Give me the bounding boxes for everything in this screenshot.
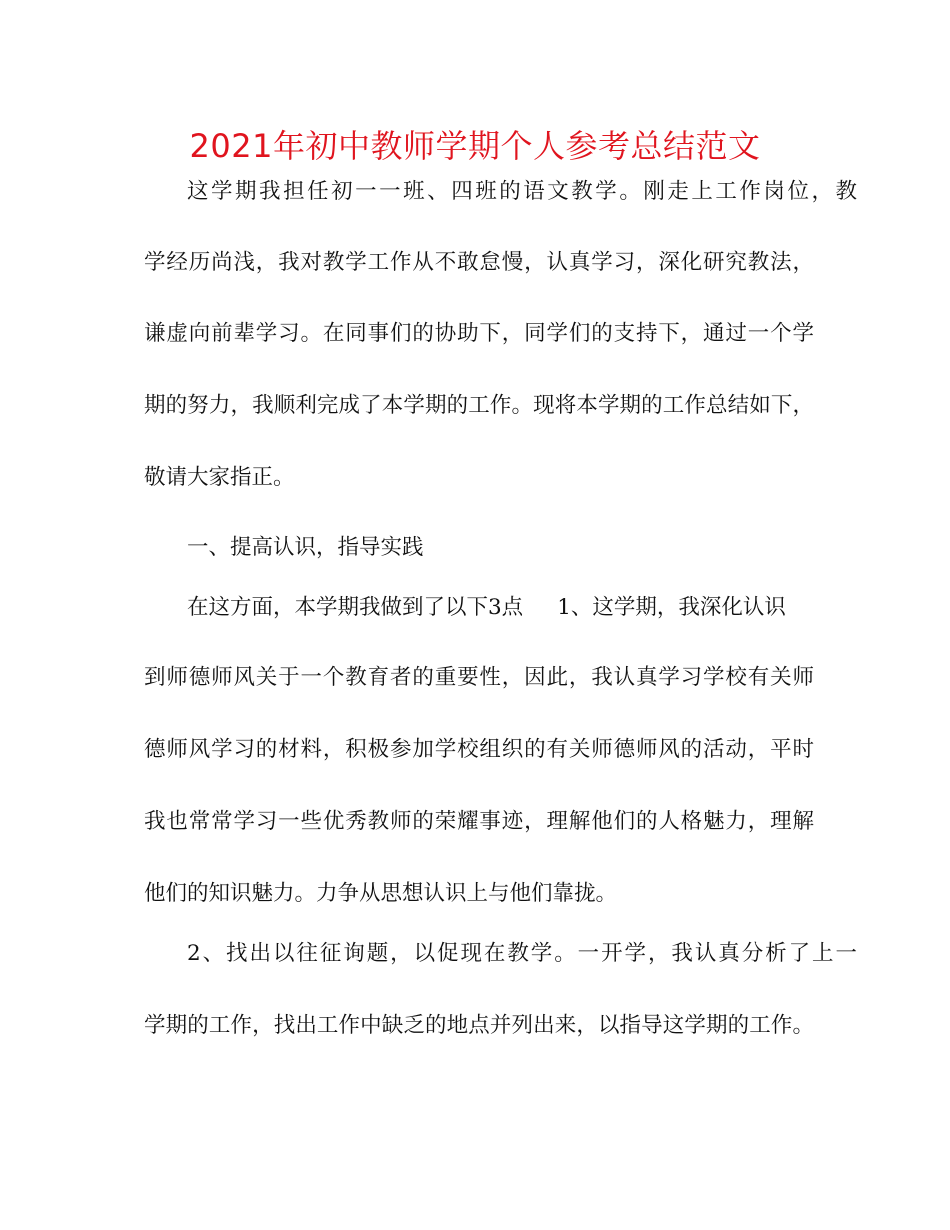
paragraph-line-3: 谦虚向前辈学习。在同事们的协助下，同学们的支持下，通过一个学 [144,321,814,346]
section-heading-1: 一、提高认识，指导实践 [187,535,424,560]
document-title: 2021年初中教师学期个人参考总结范文 [189,127,761,165]
paragraph-line-12: 2、找出以往征询题，以促现在教学。一开学，我认真分析了上一 [187,941,857,966]
paragraph-line-4: 期的努力，我顺利完成了本学期的工作。现将本学期的工作总结如下， [144,393,814,418]
paragraph-line-2: 学经历尚浅，我对教学工作从不敢怠慢，认真学习，深化研究教法， [144,250,814,275]
paragraph-line-1: 这学期我担任初一一班、四班的语文教学。刚走上工作岗位，教 [187,179,857,204]
paragraph-line-7 [187,592,857,624]
paragraph-line-10: 我也常常学习一些优秀教师的荣耀事迹，理解他们的人格魅力，理解 [144,809,814,834]
paragraph-line-8: 到师德师风关于一个教育者的重要性，因此，我认真学习学校有关师 [144,665,814,690]
paragraph-line-13: 学期的工作，找出工作中缺乏的地点并列出来，以指导这学期的工作。 [144,1013,814,1038]
paragraph-line-11: 他们的知识魅力。力争从思想认识上与他们靠拢。 [144,881,618,906]
paragraph-line-5: 敬请大家指正。 [144,465,295,490]
paragraph-line-7-part-a: 在这方面，本学期我做到了以下3点 [187,595,524,620]
paragraph-line-9: 德师风学习的材料，积极参加学校组织的有关师德师风的活动，平时 [144,737,814,762]
paragraph-line-7-part-b: 1、这学期，我深化认识 [557,595,786,620]
